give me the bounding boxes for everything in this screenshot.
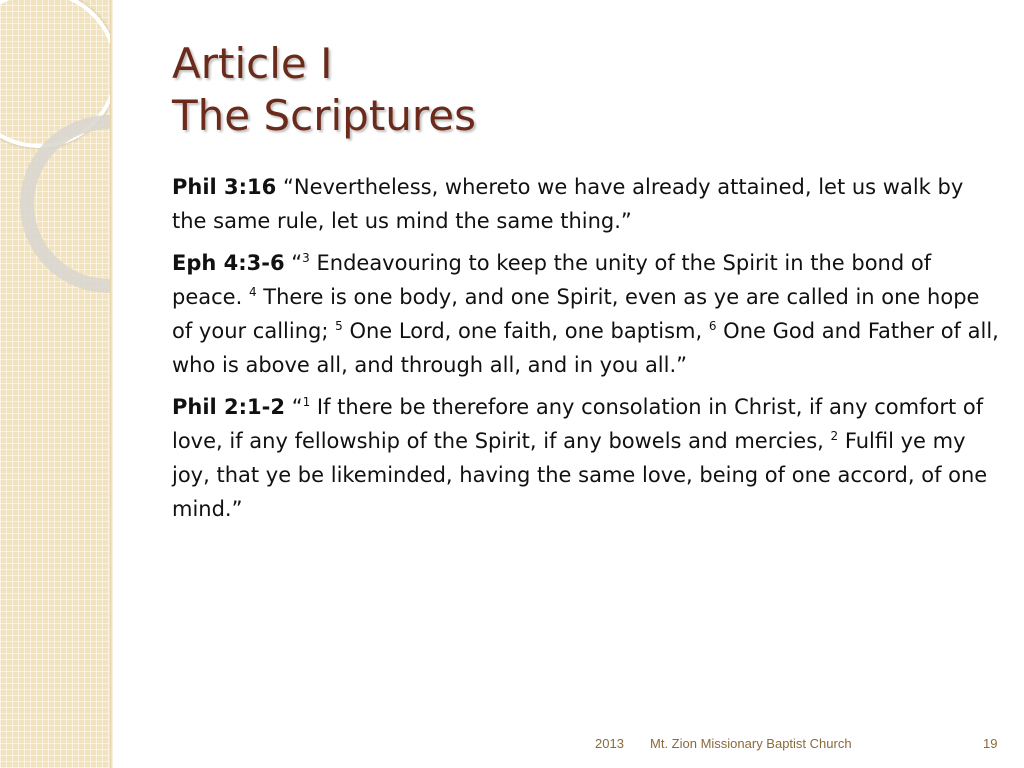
passage-reference: Phil 3:16 [172,175,277,199]
passage-text: “ [291,395,303,419]
verse-number: 1 [302,395,311,409]
passage-text: “Nevertheless, whereto we have already attained, let us walk by the same rule, let us mind the same thing.” [172,175,964,233]
title-line-2: The Scriptures [172,91,476,140]
footer-year: 2013 [595,736,624,751]
title-line-1: Article I [172,39,333,88]
passage-reference: Phil 2:1-2 [172,395,285,419]
decorative-side-band [0,0,110,768]
passage-text: One Lord, one faith, one baptism, [342,319,709,343]
verse-number: 3 [302,251,310,265]
verse-number: 2 [830,429,839,443]
verse-number: 6 [708,319,717,333]
passage-text: “ [291,251,303,275]
slide-title [172,38,476,142]
verse-number: 4 [248,285,257,299]
verse-number: 5 [335,319,343,333]
passage-text: One God and Father of all, who is above all, and through all, and in you all.” [172,319,999,377]
passage-text: Fulfil ye my joy, that ye be likeminded, having the same love, being of one accord, of one mind.” [172,429,988,521]
passage-text: Endeavouring to keep the unity of the Spirit in the bond of peace. [172,251,932,309]
passage-phil-2-1-2 [172,390,1002,526]
footer-organization: Mt. Zion Missionary Baptist Church [650,736,852,751]
passage-text: If there be therefore any consolation in Christ, if any comfort of love, if any fellowship of the Spirit, if any bowels and mercies, [172,395,984,453]
passage-phil-3-16 [172,170,1002,238]
passage-eph-4-3-6 [172,246,1002,382]
footer-page-number: 19 [983,736,998,751]
passage-text: There is one body, and one Spirit, even as ye are called in one hope of your calling; [172,285,980,343]
scripture-passages [172,170,1002,534]
passage-reference: Eph 4:3-6 [172,251,285,275]
side-band-edge [110,0,113,768]
